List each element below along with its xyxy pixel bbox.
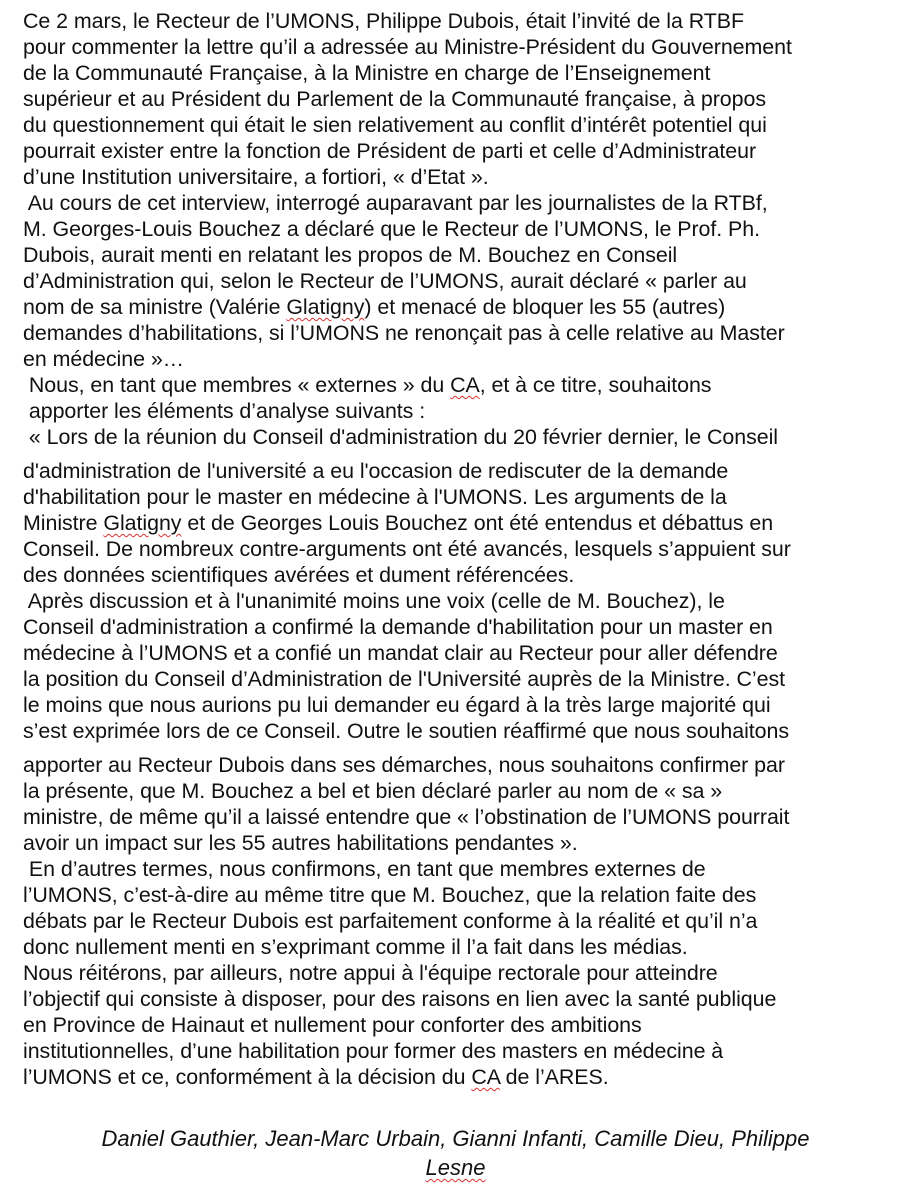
text-line: [23, 510, 893, 536]
text-line: apporter au Recteur Dubois dans ses démarches, nous souhaitons confirmer par: [23, 753, 785, 777]
text-fragment: de l’ARES.: [499, 1065, 609, 1089]
text-line: donc nullement menti en s’exprimant comme il l’a fait dans les médias.: [23, 935, 688, 959]
signatories: [0, 1124, 911, 1182]
text-line: Conseil. De nombreux contre-arguments ont été avancés, lesquels s’appuient sur: [23, 537, 791, 561]
text-line: des données scientifiques avérées et dument référencées.: [23, 563, 575, 587]
text-line: en médecine »…: [23, 347, 185, 371]
text-line: institutionnelles, d’une habilitation pour former des masters en médecine à: [23, 1039, 724, 1063]
text-line: la présente, que M. Bouchez a bel et bien déclaré parler au nom de « sa »: [23, 779, 723, 803]
signatories-line: [0, 1153, 911, 1182]
misspelled-word: CA: [450, 373, 480, 397]
text-line: Dubois, aurait menti en relatant les propos de M. Bouchez en Conseil: [23, 243, 678, 267]
text-line: pour commenter la lettre qu’il a adressée au Ministre-Président du Gouvernement: [23, 35, 792, 59]
text-line: Ce 2 mars, le Recteur de l’UMONS, Philippe Dubois, était l’invité de la RTBF: [23, 9, 744, 33]
text-line: la position du Conseil d’Administration de l'Université auprès de la Ministre. C’est: [23, 667, 785, 691]
misspelled-word: Glatigny: [103, 511, 182, 535]
text-line: d’une Institution universitaire, a fortiori, « d’Etat ».: [23, 165, 489, 189]
text-line: le moins que nous aurions pu lui demander eu égard à la très large majorité qui: [23, 693, 771, 717]
text-line: Après discussion et à l'unanimité moins une voix (celle de M. Bouchez), le: [23, 589, 725, 613]
text-fragment: Nous, en tant que membres « externes » du: [23, 373, 451, 397]
text-line: avoir un impact sur les 55 autres habilitations pendantes ».: [23, 831, 578, 855]
text-fragment: Ministre: [23, 511, 104, 535]
text-line: d'administration de l'université a eu l'occasion de rediscuter de la demande: [23, 459, 729, 483]
text-fragment: , et à ce titre, souhaitons: [479, 373, 712, 397]
text-line: [23, 294, 893, 320]
text-line: apporter les éléments d’analyse suivants :: [23, 399, 426, 423]
text-line: Au cours de cet interview, interrogé auparavant par les journalistes de la RTBf,: [23, 191, 768, 215]
text-line: du questionnement qui était le sien relativement au conflit d’intérêt potentiel qui: [23, 113, 767, 137]
text-line: [23, 372, 893, 398]
text-line: l’objectif qui consiste à disposer, pour des raisons en lien avec la santé publique: [23, 987, 777, 1011]
text-line: supérieur et au Président du Parlement de la Communauté française, à propos: [23, 87, 766, 111]
misspelled-word: Glatigny: [286, 295, 365, 319]
text-line: En d’autres termes, nous confirmons, en tant que membres externes de: [23, 857, 706, 881]
text-line: M. Georges-Louis Bouchez a déclaré que le Recteur de l’UMONS, le Prof. Ph.: [23, 217, 761, 241]
signatories-line: Daniel Gauthier, Jean-Marc Urbain, Gianni Infanti, Camille Dieu, Philippe: [101, 1126, 810, 1151]
text-line: débats par le Recteur Dubois est parfaitement conforme à la réalité et qu’il n’a: [23, 909, 758, 933]
text-line: de la Communauté Française, à la Ministre en charge de l’Enseignement: [23, 61, 711, 85]
text-line: Nous réitérons, par ailleurs, notre appui à l'équipe rectorale pour atteindre: [23, 961, 718, 985]
text-line: demandes d’habilitations, si l’UMONS ne renonçait pas à celle relative au Master: [23, 321, 785, 345]
text-fragment: l’UMONS et ce, conformément à la décision du: [23, 1065, 472, 1089]
text-line: pourrait exister entre la fonction de Président de parti et celle d’Administrateur: [23, 139, 757, 163]
text-line: en Province de Hainaut et nullement pour conforter des ambitions: [23, 1013, 642, 1037]
letter-body: [23, 8, 893, 1090]
text-line: Conseil d'administration a confirmé la demande d'habilitation pour un master en: [23, 615, 773, 639]
text-line: ministre, de même qu’il a laissé entendre que « l’obstination de l’UMONS pourrait: [23, 805, 790, 829]
text-line: « Lors de la réunion du Conseil d'administration du 20 février dernier, le Conseil: [23, 425, 778, 449]
text-line: l’UMONS, c’est-à-dire au même titre que M. Bouchez, que la relation faite des: [23, 883, 757, 907]
text-line: d'habilitation pour le master en médecine à l'UMONS. Les arguments de la: [23, 485, 727, 509]
text-line: [23, 1064, 893, 1090]
text-line: médecine à l’UMONS et a confié un mandat clair au Recteur pour aller défendre: [23, 641, 778, 665]
text-fragment: et de Georges Louis Bouchez ont été entendus et débattus en: [181, 511, 774, 535]
text-line: d’Administration qui, selon le Recteur de l’UMONS, aurait déclaré « parler au: [23, 269, 747, 293]
misspelled-word: Lesne: [425, 1155, 486, 1180]
text-fragment: ) et menacé de bloquer les 55 (autres): [364, 295, 726, 319]
text-line: s’est exprimée lors de ce Conseil. Outre le soutien réaffirmé que nous souhaitons: [23, 719, 790, 743]
text-fragment: nom de sa ministre (Valérie: [23, 295, 287, 319]
misspelled-word: CA: [471, 1065, 500, 1089]
